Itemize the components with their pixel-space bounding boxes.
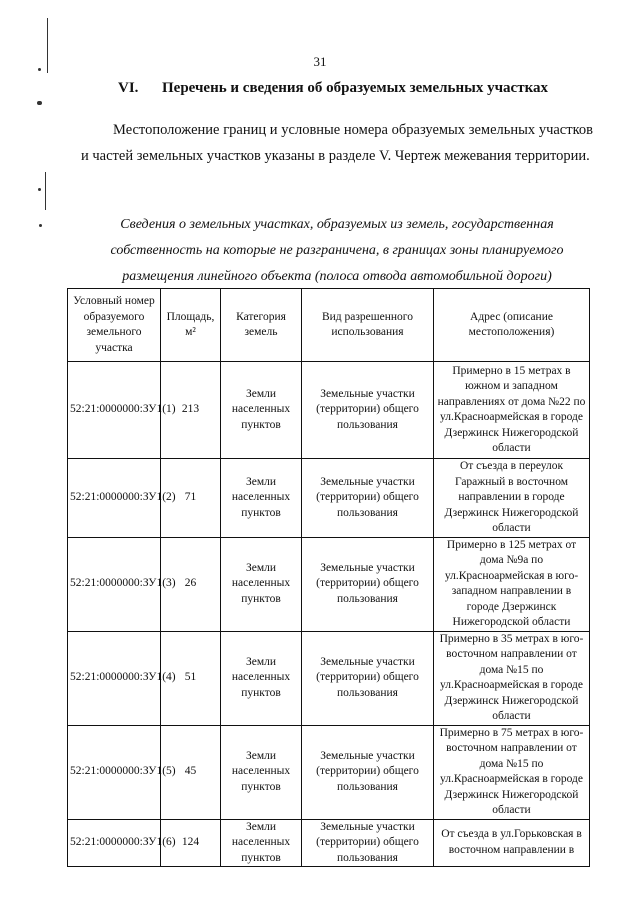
cell-number: 52:21:0000000:ЗУ1(1) (68, 362, 161, 459)
table-caption: Сведения о земельных участках, образуемых из земель, государственная собственность на которые не разграничена, в границах зоны планируемого размещения линейного объекта (полоса отвода автомобильной дороги) (110, 217, 564, 284)
cell-address: Примерно в 75 метрах в юго-восточном направлении от дома №15 по ул.Красноармейская в городе Дзержинск Нижегородской области (434, 725, 590, 819)
margin-mark (38, 188, 41, 191)
header-area: Площадь, м² (161, 289, 221, 362)
table-row (68, 725, 590, 819)
cell-address: Примерно в 125 метрах от дома №9а по ул.Красноармейская в юго-западном направлении в городе Дзержинск Нижегородской области (434, 537, 590, 631)
page-number: 31 (313, 54, 327, 69)
cell-area: 124 (161, 819, 221, 867)
cell-address: Примерно в 35 метрах в юго-восточном направлении от дома №15 по ул.Красноармейская в городе Дзержинск Нижегородской области (434, 631, 590, 725)
table-header-row (68, 289, 590, 362)
cell-address: От съезда в переулок Гаражный в восточном направлении в городе Дзержинск Нижегородской области (434, 459, 590, 538)
table-row (68, 537, 590, 631)
cell-number: 52:21:0000000:ЗУ1(3) (68, 537, 161, 631)
cell-category: Земли населенных пунктов (221, 631, 302, 725)
header-address: Адрес (описание местоположения) (434, 289, 590, 362)
cell-category: Земли населенных пунктов (221, 725, 302, 819)
margin-mark (39, 224, 42, 227)
cell-use: Земельные участки (территории) общего пользования (302, 631, 434, 725)
table-row (68, 362, 590, 459)
land-plots-table (67, 288, 590, 867)
header-number: Условный номер образуемого земельного участка (68, 289, 161, 362)
section-title: Перечень и сведения об образуемых земельных участках (162, 80, 548, 96)
cell-address: От съезда в ул.Горьковская в восточном направлении в (434, 819, 590, 867)
cell-number: 52:21:0000000:ЗУ1(6) (68, 819, 161, 867)
margin-mark (37, 101, 42, 105)
cell-address: Примерно в 15 метрах в южном и западном направлениях от дома №22 по ул.Красноармейская в городе Дзержинск Нижегородской области (434, 362, 590, 459)
cell-use: Земельные участки (территории) общего пользования (302, 725, 434, 819)
margin-mark (45, 172, 46, 210)
section-heading (118, 80, 548, 97)
table-row (68, 631, 590, 725)
cell-area: 213 (161, 362, 221, 459)
cell-area: 71 (161, 459, 221, 538)
cell-area: 26 (161, 537, 221, 631)
table-row (68, 819, 590, 867)
cell-number: 52:21:0000000:ЗУ1(4) (68, 631, 161, 725)
cell-category: Земли населенных пунктов (221, 362, 302, 459)
cell-use: Земельные участки (территории) общего пользования (302, 819, 434, 867)
cell-category: Земли населенных пунктов (221, 537, 302, 631)
intro-paragraph: Местоположение границ и условные номера образуемых земельных участков и частей земельных участков указаны в разделе V. Чертеж межевания территории. (81, 122, 593, 164)
cell-category: Земли населенных пунктов (221, 459, 302, 538)
cell-number: 52:21:0000000:ЗУ1(2) (68, 459, 161, 538)
header-use: Вид разрешенного использования (302, 289, 434, 362)
table-row (68, 459, 590, 538)
cell-use: Земельные участки (территории) общего пользования (302, 537, 434, 631)
cell-area: 45 (161, 725, 221, 819)
cell-area: 51 (161, 631, 221, 725)
section-number: VI. (118, 80, 139, 96)
cell-use: Земельные участки (территории) общего пользования (302, 362, 434, 459)
cell-category: Земли населенных пунктов (221, 819, 302, 867)
cell-number: 52:21:0000000:ЗУ1(5) (68, 725, 161, 819)
header-category: Категория земель (221, 289, 302, 362)
cell-use: Земельные участки (территории) общего пользования (302, 459, 434, 538)
